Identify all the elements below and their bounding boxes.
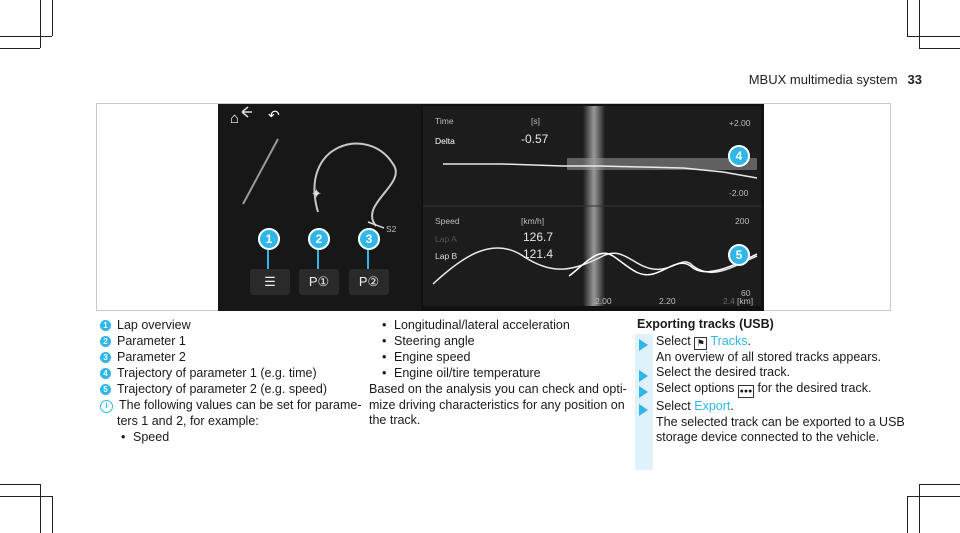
x-tick-label: 2.4 — [723, 296, 735, 306]
speed-label: Speed — [435, 216, 460, 226]
step-4 — [656, 399, 905, 446]
legend-text: Parameter 1 — [117, 334, 186, 348]
x-unit-label: [km] — [737, 296, 754, 306]
step-text: Select options — [656, 381, 735, 395]
legend-item — [100, 318, 191, 334]
legend-number: 2 — [100, 336, 111, 347]
legend-number: 4 — [100, 368, 111, 379]
paragraph-line: mize driving characteristics for any position on — [369, 397, 625, 412]
crop-mark — [919, 484, 960, 485]
section-heading: Exporting tracks (USB) — [637, 317, 774, 331]
legend-number: 1 — [100, 320, 111, 331]
crop-mark — [907, 36, 960, 37]
step-arrow-icon — [639, 404, 648, 416]
lap-list-button[interactable] — [250, 269, 290, 295]
step-detail: The selected track can be exported to a USB — [656, 414, 905, 429]
callout-3: 3 — [358, 228, 380, 250]
parameter-2-label: P② — [358, 274, 380, 289]
parameter-1-label: P① — [308, 274, 330, 289]
step-1 — [656, 334, 881, 366]
track-pane — [218, 104, 421, 311]
speed-max-label: 200 — [735, 216, 750, 226]
page-header — [749, 72, 922, 87]
export-link[interactable]: Export — [694, 399, 731, 413]
note-line: ters 1 and 2, for example: — [117, 413, 259, 428]
step-text: for the desired track. — [757, 381, 872, 395]
parameter-2-button[interactable] — [349, 269, 389, 295]
legend-text: Trajectory of parameter 2 (e.g. speed) — [117, 382, 328, 396]
step-text: . — [730, 399, 734, 413]
list-icon: ☰ — [264, 274, 276, 289]
home-icon[interactable]: ⌂ — [230, 110, 240, 127]
step-detail: An overview of all stored tracks appears. — [656, 350, 882, 364]
legend-item — [100, 350, 186, 366]
callout-4: 4 — [728, 145, 750, 167]
lap-a-value: 126.7 — [523, 230, 554, 244]
tracks-menu-icon: ⚑ — [694, 337, 707, 350]
options-icon: ●●● — [738, 385, 754, 398]
note-text — [100, 398, 362, 429]
step-2: Select the desired track. — [656, 365, 791, 379]
step-arrow-icon — [639, 370, 648, 382]
step-arrow-icon — [639, 386, 648, 398]
delta-max-label: +2.00 — [729, 118, 751, 128]
step-3 — [656, 381, 871, 398]
step-bar — [635, 334, 653, 470]
speed-unit: [km/h] — [521, 216, 545, 226]
crop-mark — [40, 484, 41, 533]
callout-2: 2 — [308, 228, 330, 250]
legend-item — [100, 366, 317, 382]
delta-label: Delta — [435, 136, 455, 146]
step-arrow-icon — [639, 339, 648, 351]
note-line: The following values can be set for parame- — [119, 398, 362, 412]
legend-item — [100, 382, 327, 398]
crop-mark — [0, 484, 40, 485]
crop-mark — [919, 48, 960, 49]
x-tick-label: 2.20 — [659, 296, 676, 306]
lap-a-label: Lap A — [435, 234, 457, 244]
step-detail: storage device connected to the vehicle. — [656, 430, 880, 444]
crop-mark — [52, 0, 53, 36]
crop-mark — [919, 0, 920, 48]
track-marker-label: S2 — [386, 224, 397, 234]
graph-pane — [423, 106, 761, 306]
x-tick-label: 2.00 — [595, 296, 612, 306]
parameter-1-button[interactable] — [299, 269, 339, 295]
crop-mark — [907, 0, 908, 36]
bullet-item: • Speed — [133, 430, 169, 446]
time-unit: [s] — [531, 116, 540, 126]
tracks-link[interactable]: Tracks — [710, 334, 748, 348]
crop-mark — [0, 36, 52, 37]
crop-mark — [0, 48, 40, 49]
step-text: Select — [656, 334, 691, 348]
crop-mark — [0, 496, 52, 497]
bullet-item: • Engine speed — [394, 350, 470, 366]
legend-number: 5 — [100, 384, 111, 395]
legend-item — [100, 334, 186, 350]
paragraph-line: Based on the analysis you can check and opti- — [369, 382, 627, 396]
paragraph-line: the track. — [369, 413, 421, 427]
legend-text: Parameter 2 — [117, 350, 186, 364]
callout-1: 1 — [258, 228, 280, 250]
bullet-item: • Steering angle — [394, 334, 475, 350]
step-text: Select — [656, 399, 691, 413]
back-icon[interactable]: ↶ — [268, 107, 280, 123]
time-label: Time — [435, 116, 454, 126]
crop-mark — [52, 496, 53, 533]
crop-mark — [40, 0, 41, 48]
speed-min-label: 60 — [741, 288, 751, 298]
callout-5: 5 — [728, 244, 750, 266]
bullet-item: • Engine oil/tire temperature — [394, 366, 541, 382]
crop-mark — [919, 484, 920, 533]
header-title: MBUX multimedia system — [748, 72, 898, 87]
legend-text: Lap overview — [117, 318, 191, 332]
info-icon: i — [100, 400, 113, 413]
crop-mark — [907, 496, 960, 497]
step-text: . — [747, 334, 752, 348]
delta-min-label: -2.00 — [729, 188, 749, 198]
mercedes-star-icon: ✦ — [311, 186, 322, 201]
legend-number: 3 — [100, 352, 111, 363]
page-number: 33 — [907, 72, 922, 87]
delta-value: -0.57 — [521, 132, 549, 146]
lap-b-label: Lap B — [435, 251, 458, 261]
crop-mark — [907, 496, 908, 533]
lap-b-value: 121.4 — [523, 247, 554, 261]
legend-text: Trajectory of parameter 1 (e.g. time) — [117, 366, 317, 380]
analysis-paragraph — [369, 382, 627, 429]
lap-analysis-screen — [218, 104, 764, 311]
bullet-item: • Longitudinal/lateral acceleration — [394, 318, 570, 334]
graph-area — [423, 106, 761, 306]
